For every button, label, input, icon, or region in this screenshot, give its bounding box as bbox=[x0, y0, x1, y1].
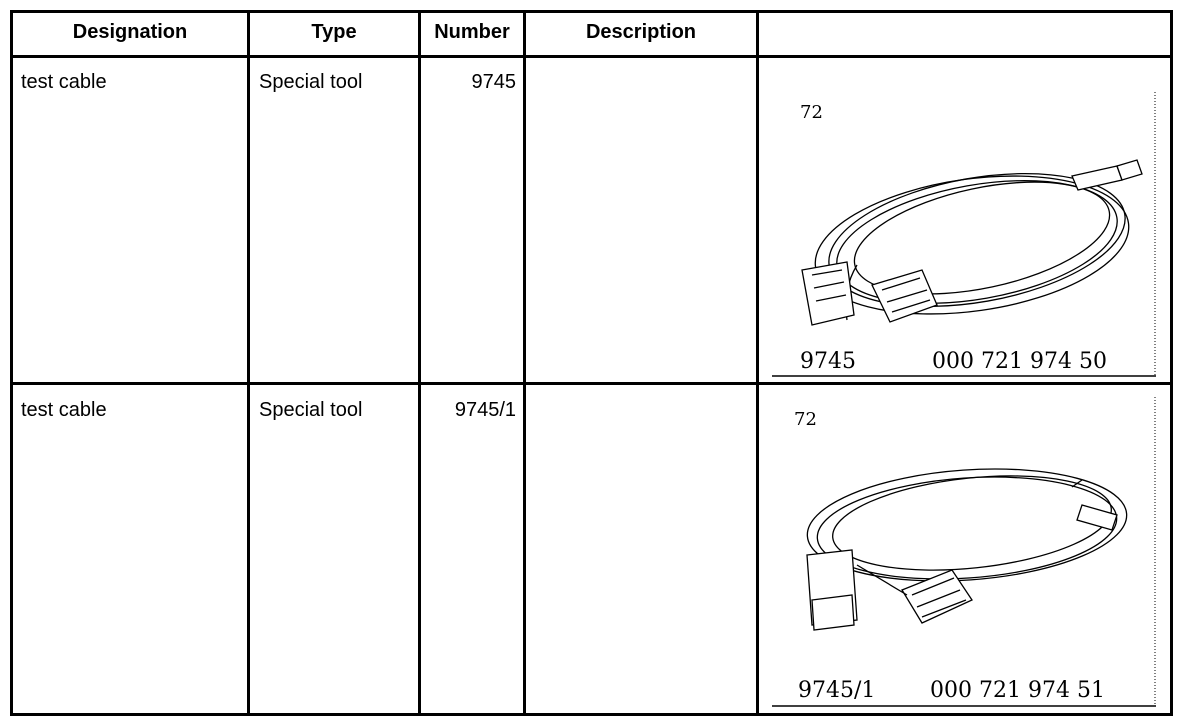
row-divider bbox=[10, 382, 1173, 385]
column-divider bbox=[418, 10, 421, 716]
figure-tool-number: 9745/1 bbox=[798, 678, 876, 703]
figure-top-label: 72 bbox=[800, 102, 823, 123]
row-1-designation: test cable bbox=[21, 71, 107, 93]
column-divider bbox=[523, 10, 526, 716]
test-cable-9745-1-figure bbox=[772, 395, 1162, 710]
cable-drawing-icon bbox=[802, 153, 1142, 332]
test-cable-9745-figure bbox=[772, 90, 1162, 380]
row-2-type: Special tool bbox=[259, 399, 363, 421]
row-1-number: 9745 bbox=[471, 71, 516, 93]
figure-part-number: 000 721 974 51 bbox=[930, 678, 1105, 703]
column-divider bbox=[247, 10, 250, 716]
header-image bbox=[759, 10, 1170, 54]
row-2-designation: test cable bbox=[21, 399, 107, 421]
figure-part-number: 000 721 974 50 bbox=[932, 349, 1107, 374]
column-divider bbox=[756, 10, 759, 716]
figure-tool-number: 9745 bbox=[800, 349, 856, 374]
row-2-number: 9745/1 bbox=[454, 399, 516, 421]
header-type: Type bbox=[311, 21, 357, 43]
figure-top-label: 72 bbox=[794, 409, 817, 430]
row-1-type: Special tool bbox=[259, 71, 363, 93]
table-border-right bbox=[1170, 10, 1173, 716]
header-number: Number bbox=[434, 21, 510, 43]
cable-drawing-icon bbox=[804, 459, 1131, 630]
header-divider bbox=[10, 55, 1173, 58]
table-border-bottom bbox=[10, 713, 1173, 716]
header-designation: Designation bbox=[72, 21, 188, 43]
header-description: Description bbox=[585, 21, 697, 43]
table-border-left bbox=[10, 10, 13, 716]
